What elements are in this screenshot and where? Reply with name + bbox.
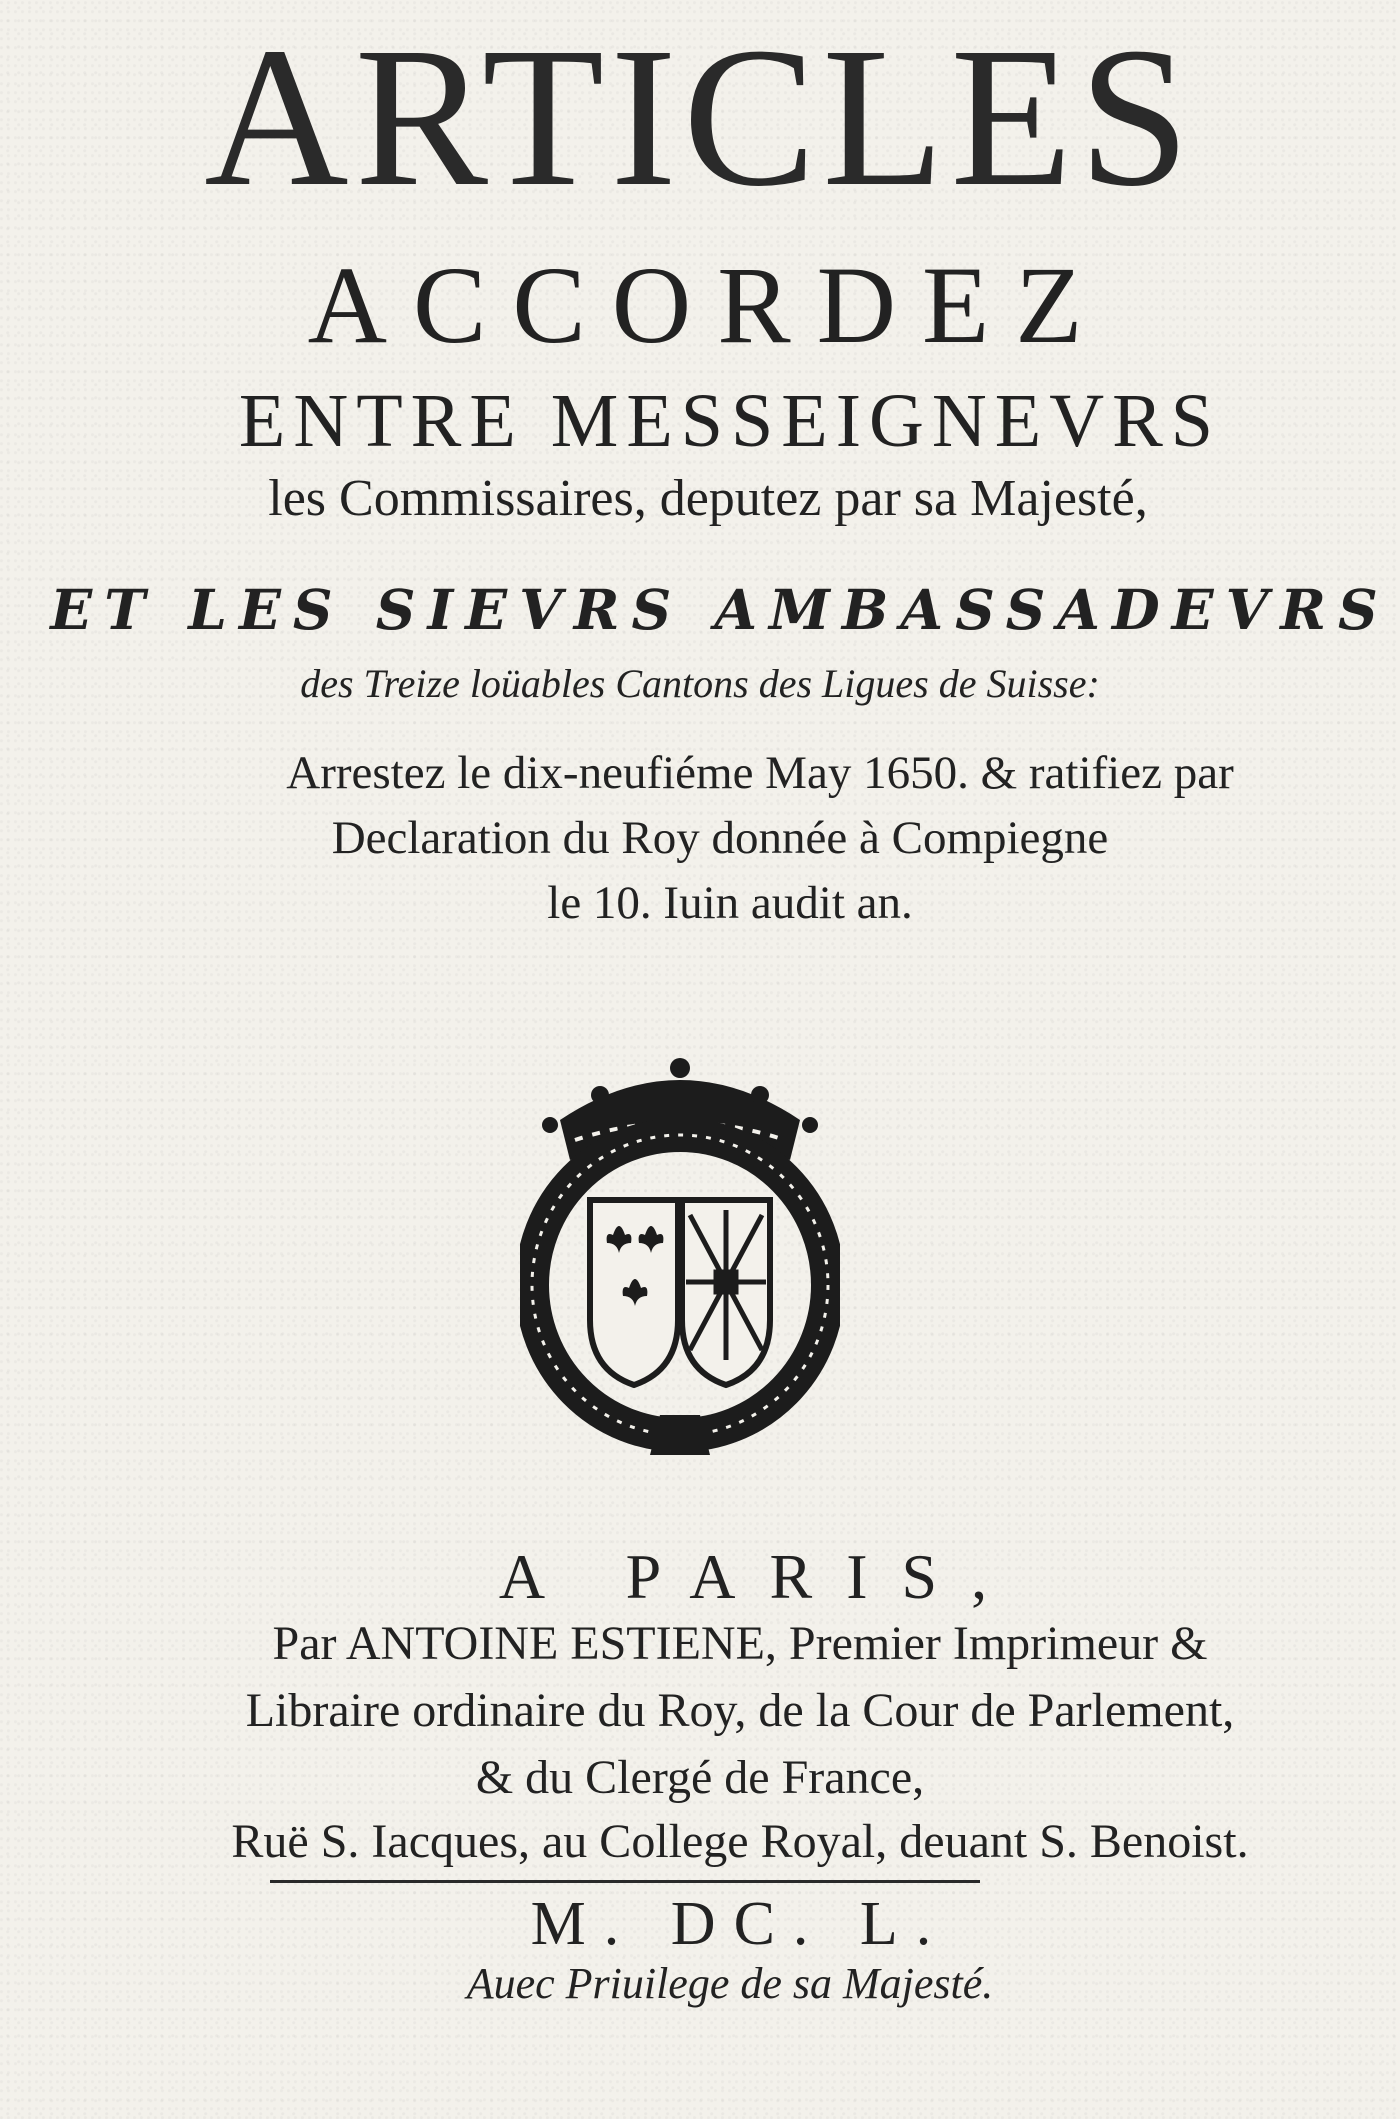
imprint-line: Par ANTOINE ESTIENE, Premier Imprimeur & [272,1617,1208,1670]
subtitle-accordez: ACCORDEZ [307,244,1109,366]
imprint-place: A PARIS, [498,1541,1022,1612]
imprint-line: & du Clergé de France, [475,1751,925,1804]
royal-arms-icon [520,1050,840,1460]
imprint-line: Libraire ordinaire du Roy, de la Cour de Parlement, [245,1684,1235,1737]
imprint-date: M. DC. L. [530,1890,950,1958]
divider [270,1880,980,1883]
subtitle-messeigneurs: ENTRE MESSEIGNEVRS [238,379,1222,463]
subtitle-cantons: des Treize loüables Cantons des Ligues de Suisse: [300,661,1100,706]
main-title: ARTICLES [204,7,1196,228]
imprint-line: Ruë S. Iacques, au College Royal, deuant S. Benoist. [231,1815,1249,1868]
body-line: le 10. Iuin audit an. [547,877,913,929]
body-line: Arrestez le dix-neufiéme May 1650. & ratifiez par [286,747,1234,799]
body-line: Declaration du Roy donnée à Compiegne [331,812,1109,864]
privilege-line: Auec Priuilege de sa Majesté. [466,1959,994,2008]
subtitle-commissaires: les Commissaires, deputez par sa Majesté, [268,470,1148,527]
subtitle-ambassadeurs: ET LES SIEVRS AMBASSADEVRS [50,577,1390,642]
